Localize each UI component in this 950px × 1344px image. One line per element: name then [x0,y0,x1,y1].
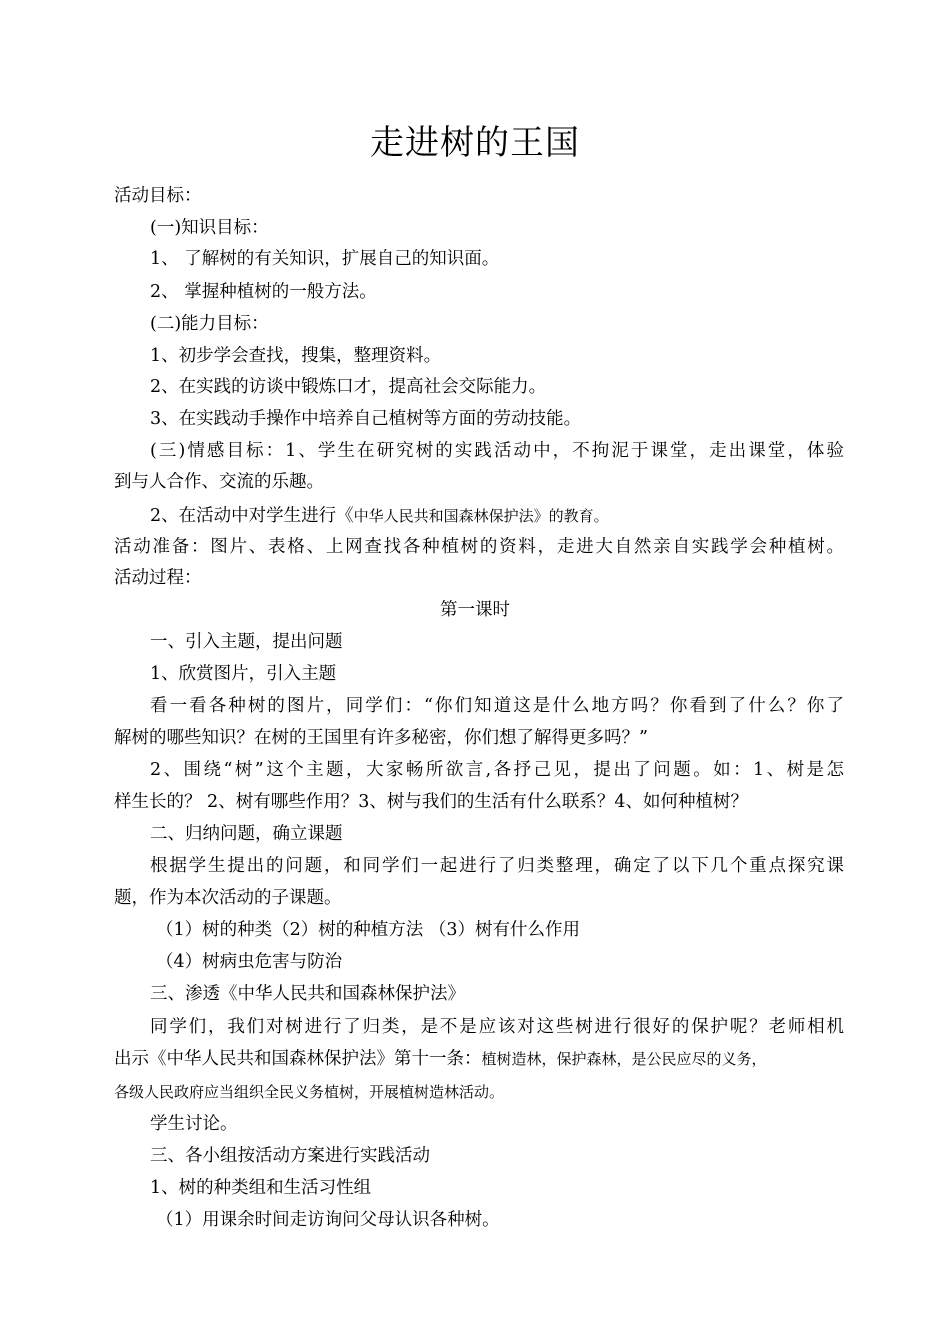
paragraph-line: 学生讨论。 [150,1114,238,1134]
paragraph-line: 一、引入主题，提出问题 [150,632,343,652]
paragraph-line: 解树的哪些知识？在树的王国里有许多秘密，你们想了解得更多吗？” [114,728,648,748]
text-span: 》的教育。 [533,507,609,525]
paragraph-line [114,1043,844,1075]
paragraph-line: （1）用课余时间走访询问父母认识各种树。 [156,1210,500,1230]
paragraph-line: 二、归纳问题，确立课题 [150,824,343,844]
paragraph-line: 三、各小组按活动方案进行实践活动 [150,1146,430,1166]
section-heading-process: 活动过程： [114,568,202,588]
paragraph-line: 1、欣赏图片，引入主题 [150,664,337,684]
subheading-knowledge: (一)知识目标： [150,218,269,238]
paragraph-line: （4）树病虫危害与防治 [156,952,343,972]
paragraph-line: 2、围绕“树”这个主题，大家畅所欲言,各抒己见，提出了问题。如：1、树是怎 [150,760,844,780]
paragraph-line: 1、树的种类组和生活习性组 [150,1178,372,1198]
section-heading-goals: 活动目标： [114,186,202,206]
paragraph-line: 题，作为本次活动的子课题。 [114,888,342,908]
text-span: 2、在活动中对学生进行《 [150,506,354,526]
paragraph-line [150,500,844,532]
text-span: 中华人民共和国森林保护法 [353,507,534,525]
subheading-ability: (二)能力目标： [150,314,269,334]
paragraph-line: 同学们，我们对树进行了归类，是不是应该对这些树进行很好的保护呢？老师相机 [150,1017,844,1037]
section-heading-preparation: 活动准备：图片、表格、上网查找各种植树的资料，走进大自然亲自实践学会种植树。 [114,537,844,557]
paragraph-line: 三、渗透《中华人民共和国森林保护法》 [150,984,465,1004]
paragraph-line: 1、 了解树的有关知识，扩展自己的知识面。 [150,249,500,269]
text-span: 出示《中华人民共和国森林保护法》第十一条： [114,1049,482,1069]
paragraph-line: （1）树的种类（2）树的种植方法 （3）树有什么作用 [156,920,580,940]
paragraph-line: 看一看各种树的图片，同学们：“你们知道这是什么地方吗？你看到了什么？你了 [150,696,844,716]
document-title: 走进树的王国 [370,123,580,163]
paragraph-line: 各级人民政府应当组织全民义务植树，开展植树造林活动。 [114,1083,505,1101]
paragraph-line: 到与人合作、交流的乐趣。 [114,472,324,492]
paragraph-line: 2、 掌握种植树的一般方法。 [150,282,377,302]
paragraph-line: 样生长的？ 2、树有哪些作用？3、树与我们的生活有什么联系？4、如何种植树？ [114,792,748,812]
paragraph-line: 1、初步学会查找，搜集，整理资料。 [150,346,442,366]
paragraph-line: (三)情感目标：1、学生在研究树的实践活动中，不拘泥于课堂，走出课堂，体验 [150,441,844,461]
lesson-heading: 第一课时 [440,600,510,620]
paragraph-line: 3、在实践动手操作中培养自己植树等方面的劳动技能。 [150,409,582,429]
text-span: 植树造林，保护森林，是公民应尽的义务， [481,1050,767,1068]
paragraph-line: 2、在实践的访谈中锻炼口才，提高社会交际能力。 [150,377,547,397]
paragraph-line: 根据学生提出的问题，和同学们一起进行了归类整理，确定了以下几个重点探究课 [150,856,844,876]
